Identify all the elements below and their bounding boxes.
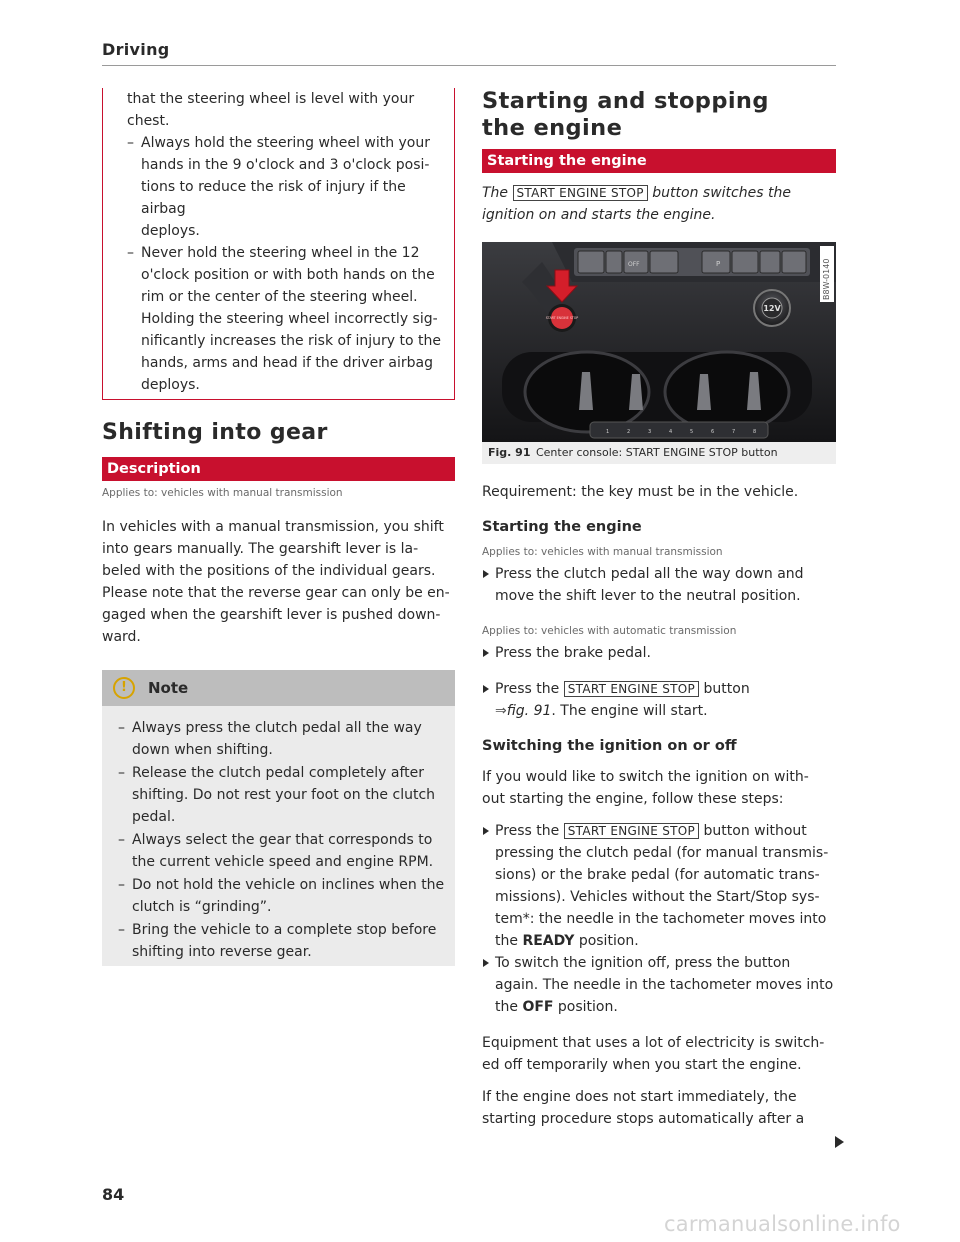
ignition-step-1 [482,820,836,952]
body-line: beled with the positions of the individual gears. [102,563,436,579]
figure-number: Fig. 91 [488,446,531,459]
note-item [108,919,445,963]
applies-automatic: Applies to: vehicles with automatic transmission [482,625,737,637]
warning-line: – Always hold the steering wheel with your [141,135,431,151]
reference-arrow: ⇒ [495,703,507,719]
warning-line: – Never hold the steering wheel in the 12 [141,245,420,261]
description-body [102,516,455,648]
intro-line [482,182,836,204]
step-line: tem*: the needle in the tachometer moves into [495,911,827,927]
start-engine-stop-key: START ENGINE STOP [564,681,699,697]
gear-label: 8 [753,429,757,435]
warning-line: o'clock position or with both hands on the [141,267,435,283]
warning-item [117,242,442,396]
note-header [102,670,455,706]
body-line: ed off temporarily when you start the engine. [482,1057,802,1073]
step-line: ⇒fig. 91. The engine will start. [495,703,708,719]
intro-text [482,182,836,226]
body-line: Please note that the reverse gear can only be en- [102,585,450,601]
section-title-shifting: Shifting into gear [102,420,328,445]
note-item [108,829,445,873]
ready-label: READY [522,933,575,949]
note-item [108,762,445,828]
note-line: pedal. [132,809,176,825]
figure-caption [482,442,836,464]
intro-pre: The [482,185,509,201]
subsection-bar-starting: Starting the engine [482,149,836,173]
body-line: In vehicles with a manual transmission, you shift [102,519,444,535]
watermark: carmanualsonline.info [664,1212,901,1236]
note-line: – Do not hold the vehicle on inclines when the [132,877,445,893]
heading-ignition: Switching the ignition on or off [482,738,737,754]
step-line: the OFF position. [495,999,618,1015]
center-console-figure [482,242,836,442]
step-line: Press the START ENGINE STOP button without [495,823,807,839]
section-title-line: the engine [482,115,623,141]
start-button-label: START ENGINE STOP [545,316,579,320]
ignition-body [482,766,836,810]
not-start-text [482,1086,836,1130]
gear-indicator-strip [590,422,768,438]
note-title: Note [148,679,189,697]
cup-holder-right [665,352,789,432]
step-manual [482,563,836,607]
gear-label: 5 [690,429,694,435]
note-item [108,874,445,918]
note-line: shifting. Do not rest your foot on the clutch [132,787,436,803]
step-line: move the shift lever to the neutral position. [495,588,801,604]
left-column [102,88,455,966]
step-line: Press the START ENGINE STOP button [495,681,750,697]
note-line: – Always press the clutch pedal all the way [132,720,422,736]
section-title-line: Starting and stopping [482,88,769,114]
heading-starting-engine: Starting the engine [482,519,642,535]
intro-post: button switches the [652,185,791,201]
center-console-illustration [482,242,836,442]
off-button-label: OFF [628,261,640,268]
12v-label: 12V [763,304,781,313]
gear-label: 1 [606,429,610,435]
note-line: clutch is “grinding”. [132,899,272,915]
step-line: pressing the clutch pedal (for manual transmis- [495,845,829,861]
gear-label: 4 [669,429,673,435]
warning-line: hands, arms and head if the driver airbag [141,355,433,371]
continued-arrow-icon [835,1136,844,1148]
page-number: 84 [102,1185,125,1204]
note-line: down when shifting. [132,742,273,758]
warning-line: rim or the center of the steering wheel. [141,289,418,305]
note-item [108,717,445,761]
note-line: shifting into reverse gear. [132,944,312,960]
step-line: again. The needle in the tachometer moves into [495,977,834,993]
warning-line: Holding the steering wheel incorrectly sig- [141,311,438,327]
note-box [102,670,455,966]
note-line: – Release the clutch pedal completely after [132,765,424,781]
page-header [102,40,836,66]
figure-caption-text: Center console: START ENGINE STOP button [535,446,778,459]
note-line: – Bring the vehicle to a complete stop before [132,922,437,938]
figure-code [820,246,834,302]
note-body [102,706,455,966]
warning-line: deploys. [141,223,200,239]
warning-line: that the steering wheel is level with your [127,91,415,107]
gear-label: 2 [627,429,631,435]
gear-label: 3 [648,429,652,435]
body-line: ward. [102,629,141,645]
section-title-starting [482,88,836,142]
figure-reference: fig. 91 [506,703,552,719]
gear-label: 6 [711,429,715,435]
exclamation-circle-icon: ! [113,677,135,699]
intro-line: ignition on and starts the engine. [482,207,716,223]
body-line: If you would like to switch the ignition on with- [482,769,809,785]
body-line: out starting the engine, follow these steps: [482,791,784,807]
body-line: If the engine does not start immediately, the [482,1089,797,1105]
warning-line: nificantly increases the risk of injury to the [141,333,441,349]
gear-label: 7 [732,429,736,435]
figure-code-text: B8W-0140 [822,258,831,300]
header-title: Driving [102,40,170,59]
step-brake: Press the brake pedal. [482,642,836,664]
body-line: Equipment that uses a lot of electricity is switch- [482,1035,825,1051]
step-line: Press the clutch pedal all the way down and [495,566,804,582]
step-line: missions). Vehicles without the Start/Stop sys- [495,889,820,905]
step-line: the READY position. [495,933,639,949]
applies-manual: Applies to: vehicles with manual transmission [482,546,723,558]
right-column [482,88,836,1130]
warning-line: tions to reduce the risk of injury if the airbag [141,179,406,217]
body-line: gaged when the gearshift lever is pushed down- [102,607,441,623]
warning-line: deploys. [141,377,200,393]
start-engine-stop-key: START ENGINE STOP [513,185,648,201]
off-label: OFF [522,999,554,1015]
warning-item [117,132,442,242]
step-press-button [482,678,836,722]
requirement-text: Requirement: the key must be in the vehicle. [482,484,799,500]
warning-line: chest. [127,113,170,129]
subsection-bar-description: Description [102,457,455,481]
warning-line: hands in the 9 o'clock and 3 o'clock posi- [141,157,430,173]
note-line: the current vehicle speed and engine RPM. [132,854,434,870]
start-engine-stop-key: START ENGINE STOP [564,823,699,839]
park-button-label: P [716,260,721,268]
warning-box [102,88,455,400]
step-line: To switch the ignition off, press the button [495,955,791,971]
note-line: – Always select the gear that corresponds to [132,832,433,848]
body-line: into gears manually. The gearshift lever is la- [102,541,419,557]
equipment-text [482,1032,836,1076]
applies-note: Applies to: vehicles with manual transmission [102,487,343,499]
body-line: starting procedure stops automatically after a [482,1111,805,1127]
ignition-step-2 [482,952,836,1018]
step-line: sions) or the brake pedal (for automatic trans- [495,867,820,883]
